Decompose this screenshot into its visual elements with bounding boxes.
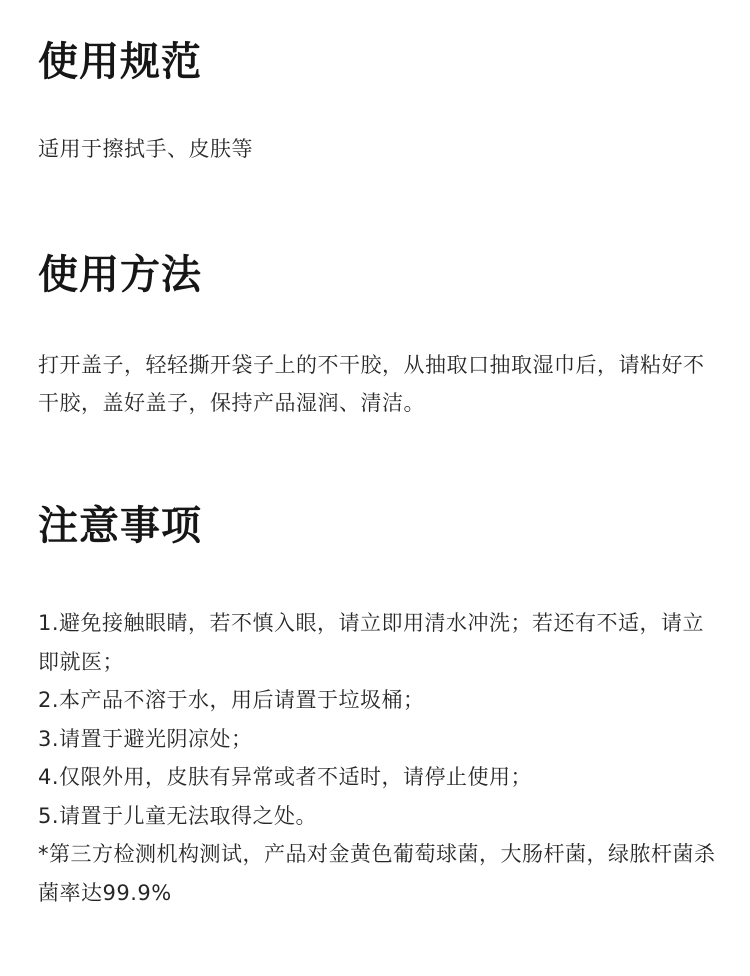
method-text: 打开盖子，轻轻撕开袋子上的不干胶，从抽取口抽取湿巾后，请粘好不干胶，盖好盖子，保持产品湿润、清洁。: [38, 353, 705, 415]
usage-text: 适用于擦拭手、皮肤等: [38, 137, 253, 161]
usage-section: [38, 38, 718, 168]
method-section: [38, 251, 718, 422]
notes-item-2: 2.本产品不溶于水，用后请置于垃圾桶；: [38, 688, 425, 712]
usage-heading: 使用规范: [38, 39, 202, 85]
method-heading: 使用方法: [38, 252, 202, 298]
notes-item-1: 1.避免接触眼睛，若不慎入眼，请立即用清水冲洗；若还有不适，请立即就医；: [38, 611, 705, 674]
notes-item-3: 3.请置于避光阴凉处；: [38, 726, 253, 751]
notes-section: [38, 502, 718, 912]
notes-item-5: 5.请置于儿童无法取得之处。: [38, 803, 318, 828]
notes-heading: 注意事项: [38, 503, 202, 549]
notes-item-4: 4.仅限外用，皮肤有异常或者不适时，请停止使用；: [38, 765, 533, 789]
notes-list: [38, 604, 718, 912]
notes-test-claim: *第三方检测机构测试，产品对金黄色葡萄球菌，大肠杆菌，绿脓杆菌杀菌率达99.9%: [38, 842, 716, 905]
